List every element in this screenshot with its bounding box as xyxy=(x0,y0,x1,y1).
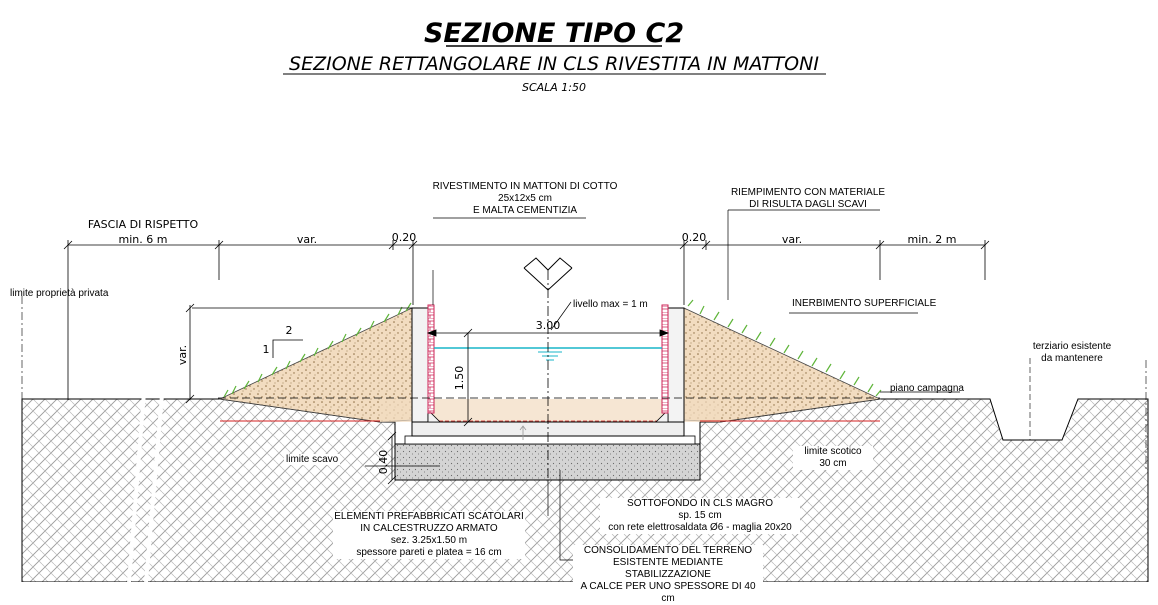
drawing-subtitle: SEZIONE RETTANGOLARE IN CLS RIVESTITA IN MATTONI xyxy=(289,53,819,75)
water-level-symbol xyxy=(538,352,562,360)
label-sottofondo: SOTTOFONDO IN CLS MAGRO sp. 15 cm con rete elettrosaldata Ø6 - maglia 20x20 xyxy=(600,498,800,534)
top-dimension-line xyxy=(64,240,989,400)
consolidation-layer xyxy=(395,444,700,480)
brick-lining-right xyxy=(662,305,668,413)
culvert-wall-right xyxy=(668,308,684,422)
label-consolidamento: CONSOLIDAMENTO DEL TERRENO ESISTENTE MEDIANTE STABILIZZAZIONE A CALCE PER UNO SPESSORE DI 40 cm xyxy=(573,545,763,605)
fascia-title: FASCIA DI RISPETTO xyxy=(87,218,199,231)
label-rivestimento: RIVESTIMENTO IN MATTONI DI COTTO 25x12x5 cm E MALTA CEMENTIZIA xyxy=(432,181,618,216)
label-limite-scotico: limite scotico 30 cm xyxy=(793,446,873,470)
dim-base: 0.40 xyxy=(377,449,390,475)
slope-2: 2 xyxy=(285,324,293,337)
label-limite-proprieta: limite proprietà privata xyxy=(10,288,109,299)
culvert-wall-left xyxy=(412,308,428,422)
label-inerbimento: INERBIMENTO SUPERFICIALE xyxy=(792,298,937,309)
dim-020-right: 0.20 xyxy=(681,231,707,244)
label-livello-max: livello max = 1 m xyxy=(573,299,648,310)
lean-concrete-base xyxy=(405,436,695,444)
dim-height: 1.50 xyxy=(453,365,466,391)
slope-1: 1 xyxy=(262,343,270,356)
dim-var-left: var. xyxy=(296,233,318,246)
drawing-title: SEZIONE TIPO C2 xyxy=(423,18,685,49)
brick-lining-left xyxy=(428,305,434,413)
slope-marker xyxy=(273,340,303,358)
label-limite-scavo: limite scavo xyxy=(286,454,339,465)
dim-width: 3.00 xyxy=(535,319,561,332)
dim-var-right: var. xyxy=(781,233,803,246)
label-riempimento: RIEMPIMENTO CON MATERIALE DI RISULTA DAGLI SCAVI xyxy=(730,187,886,210)
label-piano-campagna: piano campagna xyxy=(890,383,964,394)
label-terziario: terziario esistente da mantenere xyxy=(1032,341,1112,364)
dim-min6: min. 6 m xyxy=(118,233,168,246)
dim-020-left: 0.20 xyxy=(391,231,417,244)
dim-min2: min. 2 m xyxy=(907,233,957,246)
label-elementi: ELEMENTI PREFABBRICATI SCATOLARI IN CALCESTRUZZO ARMATO sez. 3.25x1.50 m spessore pareti e platea = 16 cm xyxy=(334,511,524,558)
scale-label: SCALA 1:50 xyxy=(521,81,587,94)
dim-bank-var: var. xyxy=(176,344,189,366)
